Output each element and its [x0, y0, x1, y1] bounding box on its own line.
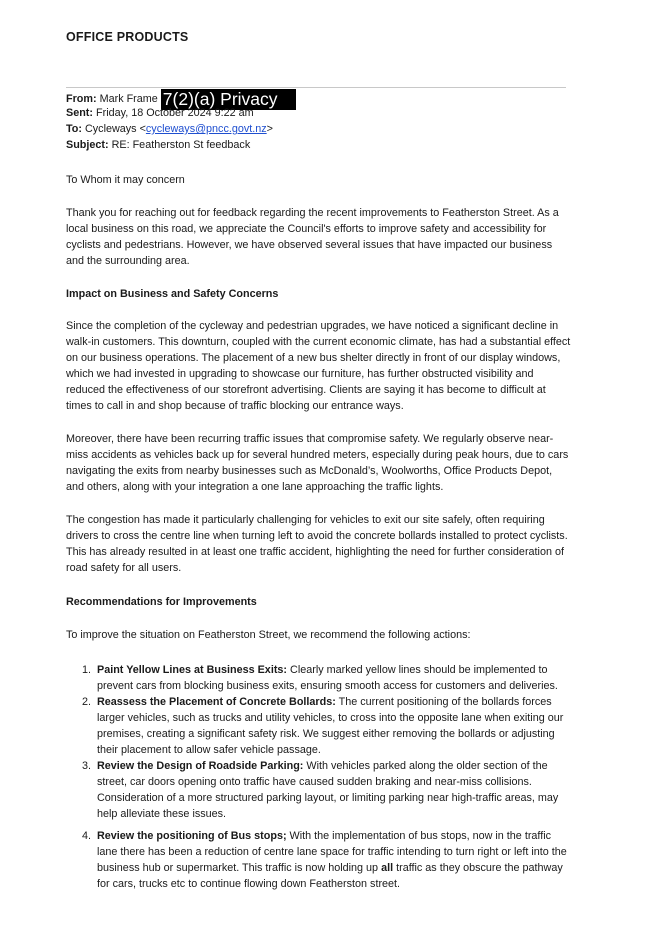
heading-impact-text: Impact on Business and Safety Concerns — [66, 288, 279, 300]
list-item-title: Review the positioning of Bus stops; — [97, 830, 287, 842]
impact-paragraph-3-text: The congestion has made it particularly challenging for vehicles to exit our site safely, often requiring drivers to cross the centre line when turning left to avoid the concrete bollards installed to protect cyclists. This has already resulted in at least one traffic accident, highlighting the need for further consideration of road safety for all users. — [66, 514, 568, 574]
subject-value: RE: Featherston St feedback — [111, 139, 251, 151]
subject-label: Subject: — [66, 139, 109, 151]
impact-paragraph-3 — [66, 512, 572, 576]
heading-recommendations — [66, 594, 572, 610]
impact-paragraph-2-text: Moreover, there have been recurring traffic issues that compromise safety. We regularly observe near-miss accidents as vehicles back up for several hundred meters, especially during peak hours, due to cars navigating the exits from nearby businesses such as McDonald’s, Woolworths, Office Products Depot, and others, along with your integration a one lane approaching the traffic lights. — [66, 433, 569, 493]
heading-impact — [66, 286, 572, 302]
subject-line — [66, 137, 296, 153]
to-email-link[interactable]: cycleways@pncc.govt.nz — [145, 123, 267, 135]
list-item-text-before: With the implementation of bus stops, now in the traffic lane there has been a reduction of centre lane space for traffic intending to turn right or left into the business hub or supermarket. This traffic is now holding up — [97, 830, 567, 874]
to-name: Cycleways < — [84, 123, 146, 135]
from-label: From: — [66, 93, 97, 105]
to-close: > — [266, 123, 273, 135]
list-item — [66, 828, 572, 892]
list-item — [66, 694, 572, 758]
list-item-number: 4. — [82, 830, 92, 842]
list-item-number: 2. — [82, 696, 92, 708]
document-header-title: OFFICE PRODUCTS — [66, 30, 189, 44]
list-item-title: Review the Design of Roadside Parking: — [97, 760, 304, 772]
list-item-text: Clearly marked yellow lines should be implemented to prevent cars from blocking business exits, ensuring smooth access for customers and deliveries. — [97, 664, 558, 692]
list-item-text: The current positioning of the bollards forces larger vehicles, such as trucks and utility vehicles, to cross into the opposite lane when exiting our premises, creating a significant safety risk. We suggest either removing the bollards or adjusting their placement to allow safer vehicle passage. — [97, 696, 564, 756]
list-item — [66, 662, 572, 694]
list-item-number: 1. — [82, 664, 92, 676]
list-item-emphasis: all — [381, 862, 394, 874]
recommendations-list — [66, 662, 572, 892]
list-item-title: Reassess the Placement of Concrete Bollards: — [97, 696, 336, 708]
salutation — [66, 172, 572, 188]
impact-paragraph-1-text: Since the completion of the cycleway and pedestrian upgrades, we have noticed a significant decline in walk-in customers. This downturn, coupled with the current economic climate, has had a substantial effect on our business operations. The placement of a new bus shelter directly in front of our display windows, which we had invested in upgrading to showcase our furniture, has further obstructed visibility and reduced the effectiveness of our storefront advertising. Clients are saying it has become to difficult at times to call in and shop because of traffic blocking our entrance ways. — [66, 320, 571, 412]
list-item-number: 3. — [82, 760, 92, 772]
impact-paragraph-1 — [66, 318, 572, 414]
list-item — [66, 758, 572, 822]
list-item-title: Paint Yellow Lines at Business Exits: — [97, 664, 288, 676]
from-value: Mark Frame — [99, 93, 158, 105]
sent-label: Sent: — [66, 107, 93, 119]
privacy-redaction: 7(2)(a) Privacy — [161, 89, 296, 110]
list-item-text: With vehicles parked along the older section of the street, car doors opening onto traffic have caused sudden braking and near-miss collisions. Consideration of a more structured parking layout, or limiting parking near high-traffic areas, may help alleviate these issues. — [97, 760, 559, 820]
header-divider — [66, 87, 566, 88]
salutation-text: To Whom it may concern — [66, 174, 185, 186]
sent-value: Friday, 18 October 2024 9:22 am — [96, 107, 254, 119]
list-item-text-after: traffic as they obscure the pathway for cars, trucks etc to continue flowing down Featherston street. — [97, 862, 563, 890]
email-header — [66, 89, 296, 153]
intro-paragraph — [66, 205, 572, 269]
impact-paragraph-2 — [66, 431, 572, 495]
recommendations-intro — [66, 627, 572, 643]
heading-recommendations-text: Recommendations for Improvements — [66, 596, 257, 608]
to-label: To: — [66, 123, 82, 135]
recommendations-intro-text: To improve the situation on Featherston Street, we recommend the following actions: — [66, 629, 471, 641]
from-line — [66, 89, 296, 109]
intro-text: Thank you for reaching out for feedback regarding the recent improvements to Featherston Street. As a local business on this road, we appreciate the Council's efforts to improve safety and accessibility for cyclists and pedestrians. However, we have observed several issues that have impacted our business and the surrounding area. — [66, 207, 559, 267]
to-line — [66, 121, 296, 137]
